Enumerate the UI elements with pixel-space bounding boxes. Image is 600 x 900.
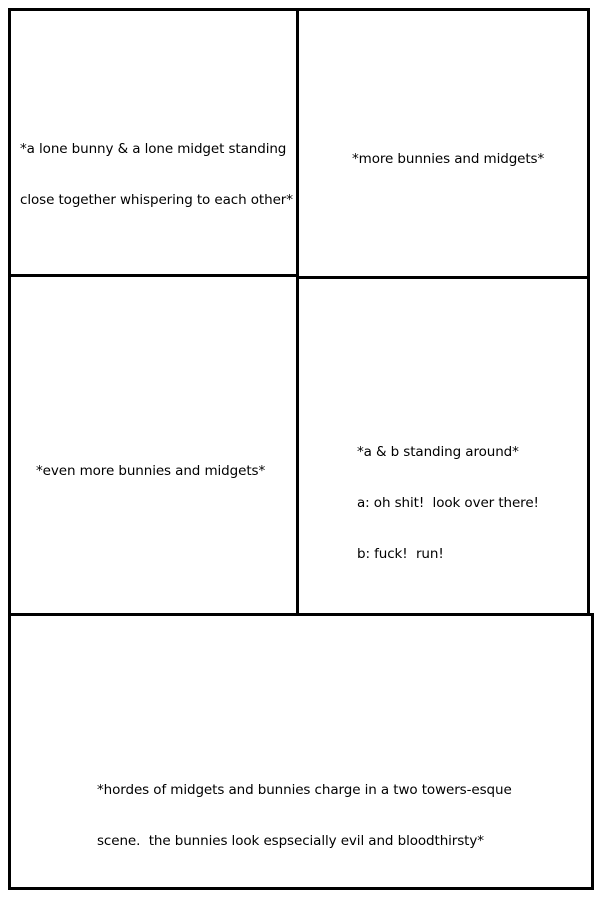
panel-3-caption-line: *even more bunnies and midgets* [36, 463, 266, 479]
panel-4-caption-line: b: fuck! run! [357, 546, 444, 562]
panel-1-caption-line: close together whispering to each other* [20, 192, 293, 208]
panel-2-caption-line: *more bunnies and midgets* [352, 151, 545, 167]
panel-5-caption-line: scene. the bunnies look espsecially evil and bloodthirsty* [97, 833, 484, 849]
panel-3-caption [36, 429, 265, 514]
panel-5-caption-line: *hordes of midgets and bunnies charge in a two towers-esque [97, 782, 512, 798]
panel-5-caption [97, 748, 512, 884]
panel-4-caption-line: a: oh shit! look over there! [357, 495, 539, 511]
panel-1-caption [20, 107, 293, 243]
panel-2-caption [352, 117, 544, 202]
panel-1-caption-line: *a lone bunny & a lone midget standing [20, 141, 287, 157]
panel-4-caption [357, 410, 539, 597]
panel-4-caption-line: *a & b standing around* [357, 444, 519, 460]
